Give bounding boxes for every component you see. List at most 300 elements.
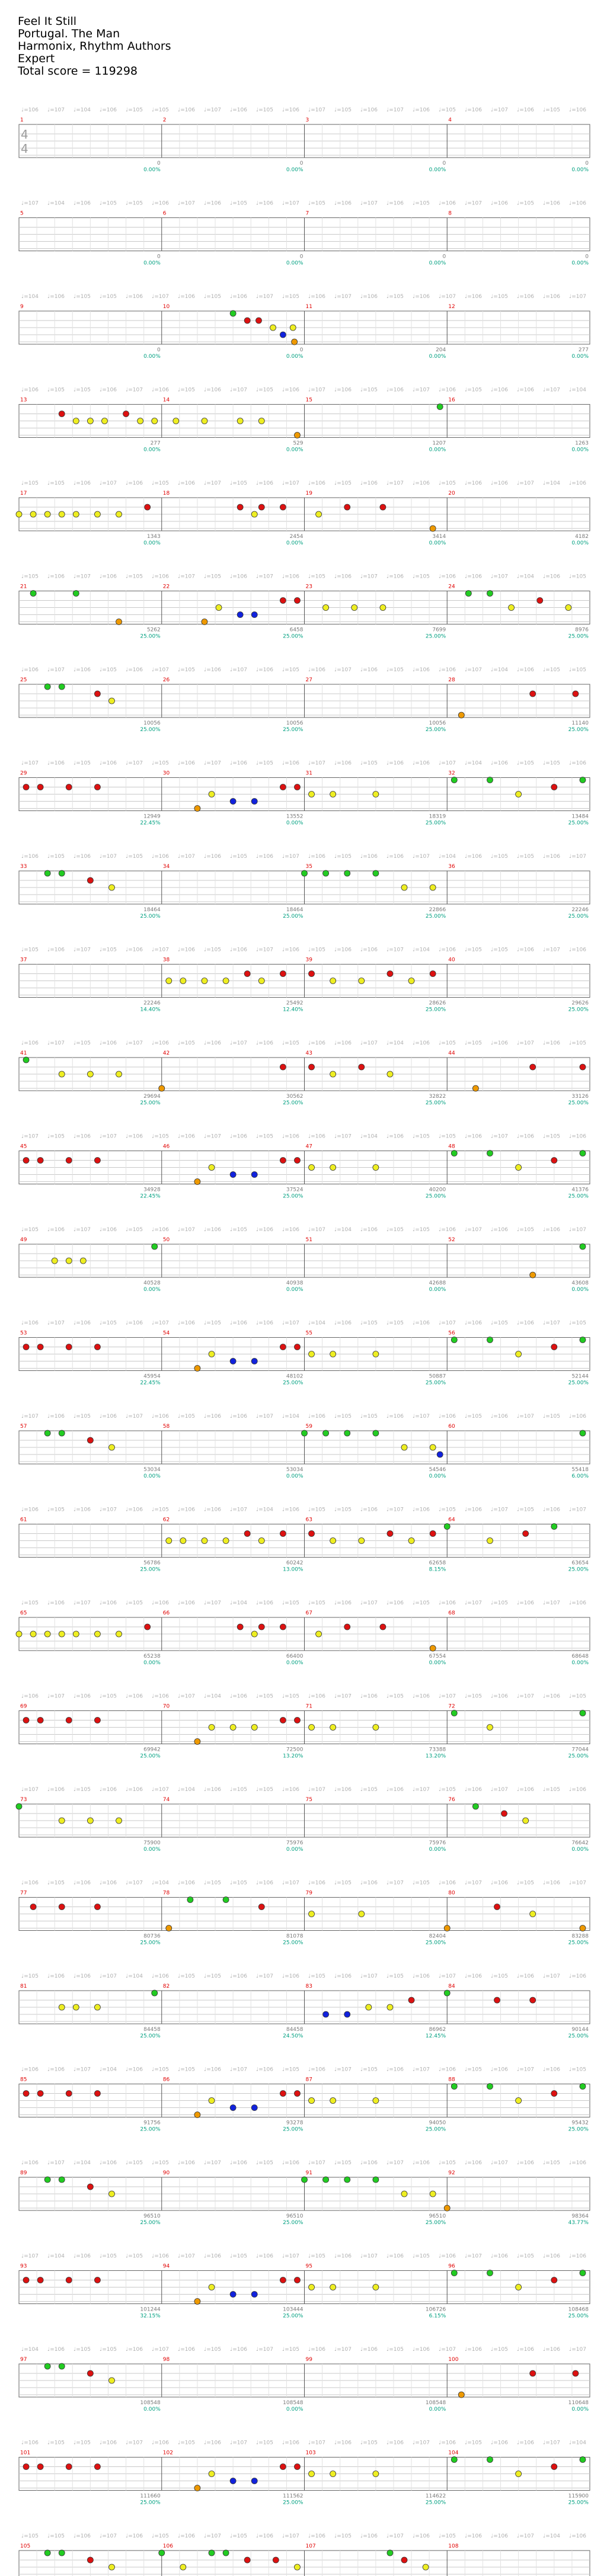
tempo-marker: ♩=104 (74, 107, 91, 113)
tempo-marker: ♩=106 (491, 2440, 508, 2446)
note-red (280, 971, 286, 977)
note-blue (237, 612, 243, 618)
tempo-marker: ♩=107 (256, 1414, 273, 1420)
tempo-marker: ♩=106 (47, 760, 65, 767)
note-yellow (430, 1444, 436, 1450)
tempo-marker: ♩=106 (256, 1040, 273, 1046)
note-blue (230, 2292, 236, 2298)
tempo-marker: ♩=106 (386, 2253, 404, 2260)
note-yellow (373, 1165, 379, 1171)
tempo-marker: ♩=105 (74, 1787, 91, 1793)
tempo-marker: ♩=106 (465, 1133, 482, 1140)
note-red (309, 971, 315, 977)
note-red (145, 1624, 151, 1630)
tempo-marker: ♩=106 (74, 1880, 91, 1886)
measure-number: 25 (20, 677, 27, 683)
tempo-marker: ♩=107 (204, 2160, 221, 2166)
measure-score: 75976 (286, 1840, 304, 1846)
tempo-marker: ♩=105 (386, 1227, 404, 1233)
note-red (94, 2464, 100, 2470)
tempo-marker: ♩=107 (543, 947, 560, 953)
tempo-marker: ♩=106 (21, 854, 39, 860)
measure-percent: 0.00% (286, 1473, 304, 1479)
measure-number: 6 (162, 210, 167, 217)
note-orange (166, 1925, 172, 1931)
note-yellow (59, 511, 65, 517)
measure-percent: 6.15% (429, 2313, 446, 2319)
note-red (294, 2464, 300, 2470)
tempo-marker: ♩=105 (47, 1133, 65, 1140)
measure-score: 55418 (571, 1467, 589, 1473)
measure-percent: 0.00% (143, 447, 161, 453)
note-blue (230, 799, 236, 805)
tempo-marker: ♩=106 (308, 1040, 325, 1046)
tempo-marker: ♩=104 (439, 854, 456, 860)
tempo-marker: ♩=105 (360, 760, 378, 767)
tempo-marker: ♩=106 (413, 1507, 430, 1513)
tempo-marker: ♩=106 (204, 1040, 221, 1046)
tempo-marker: ♩=106 (152, 1040, 169, 1046)
tempo-marker: ♩=106 (569, 200, 586, 207)
tempo-marker: ♩=106 (21, 1693, 39, 1700)
note-yellow (373, 1351, 379, 1357)
note-yellow (202, 978, 207, 984)
tempo-marker: ♩=105 (256, 107, 273, 113)
measure-score: 95432 (571, 2120, 589, 2126)
tempo-marker: ♩=106 (178, 1133, 195, 1140)
measure-number: 105 (20, 2543, 31, 2549)
measure-score: 50887 (429, 1373, 446, 1380)
measure-percent: 0.00% (286, 1287, 304, 1293)
tempo-marker: ♩=106 (334, 573, 352, 580)
tempo-marker: ♩=106 (256, 200, 273, 207)
tempo-marker: ♩=106 (21, 1320, 39, 1327)
tempo-marker: ♩=104 (21, 294, 39, 300)
tempo-marker: ♩=105 (517, 2253, 534, 2260)
measure-number: 19 (305, 491, 312, 496)
tempo-marker: ♩=106 (517, 2160, 534, 2166)
tempo-marker: ♩=106 (517, 2440, 534, 2446)
measure-number: 72 (448, 1703, 455, 1710)
measure-number: 87 (305, 2077, 312, 2083)
tempo-marker: ♩=107 (439, 1693, 456, 1700)
tempo-marker: ♩=106 (569, 1133, 586, 1140)
tempo-marker: ♩=105 (230, 1227, 247, 1233)
tempo-marker: ♩=105 (74, 1040, 91, 1046)
note-green (59, 870, 65, 876)
note-blue (280, 332, 286, 338)
note-red (244, 2557, 250, 2563)
measure-percent: 0.00% (286, 2407, 304, 2412)
note-red (551, 1344, 557, 1350)
measure-number: 89 (20, 2170, 27, 2176)
tempo-marker: ♩=105 (334, 1414, 352, 1420)
note-yellow (237, 418, 243, 424)
note-red (37, 1158, 43, 1164)
tempo-marker: ♩=105 (360, 2440, 378, 2446)
tempo-marker: ♩=107 (517, 1693, 534, 1700)
tempo-marker: ♩=105 (100, 200, 117, 207)
measure-percent: 0.00% (143, 540, 161, 546)
measure-score: 10056 (143, 720, 161, 726)
tempo-marker: ♩=105 (21, 573, 39, 580)
tempo-marker: ♩=106 (100, 1600, 117, 1606)
tempo-marker: ♩=106 (282, 1133, 299, 1140)
tempo-marker: ♩=105 (386, 667, 404, 673)
measure-score: 18319 (429, 813, 446, 820)
note-red (294, 598, 300, 604)
measure-percent: 25.00% (140, 1753, 161, 1760)
note-yellow (530, 1911, 536, 1917)
tempo-marker: ♩=106 (21, 387, 39, 393)
tempo-marker: ♩=107 (386, 480, 404, 486)
tempo-marker: ♩=105 (517, 200, 534, 207)
tempo-marker: ♩=105 (126, 573, 143, 580)
tempo-marker: ♩=105 (282, 1600, 299, 1606)
tempo-marker: ♩=104 (543, 2533, 560, 2539)
tempo-marker: ♩=105 (543, 1414, 560, 1420)
tempo-marker: ♩=106 (465, 1787, 482, 1793)
tempo-marker: ♩=106 (100, 107, 117, 113)
note-yellow (309, 1165, 315, 1171)
tempo-marker: ♩=105 (47, 2440, 65, 2446)
measure-percent: 6.00% (571, 1473, 589, 1479)
note-green (487, 1337, 493, 1343)
tempo-marker: ♩=105 (74, 1414, 91, 1420)
tempo-marker: ♩=105 (569, 1320, 586, 1327)
tempo-marker: ♩=107 (204, 2533, 221, 2539)
note-red (87, 877, 93, 883)
measure-number: 26 (162, 677, 170, 683)
tempo-marker: ♩=106 (256, 2066, 273, 2073)
measure-percent: 24.50% (283, 2033, 304, 2039)
tempo-marker: ♩=107 (543, 1320, 560, 1327)
measure-score: 37524 (286, 1187, 304, 1193)
tempo-marker: ♩=104 (21, 2347, 39, 2353)
note-yellow (294, 2564, 300, 2570)
tempo-marker: ♩=105 (334, 2160, 352, 2166)
tempo-marker: ♩=106 (360, 854, 378, 860)
measure-number: 74 (162, 1797, 170, 1803)
note-red (551, 784, 557, 790)
note-yellow (430, 885, 436, 890)
measure-score: 277 (150, 440, 161, 447)
note-red (294, 1718, 300, 1723)
note-blue (323, 2011, 329, 2017)
tempo-marker: ♩=105 (21, 1973, 39, 1979)
measure-score: 96510 (143, 2213, 161, 2219)
note-yellow (108, 885, 114, 890)
tempo-marker: ♩=106 (178, 760, 195, 767)
tempo-marker: ♩=105 (178, 667, 195, 673)
measure-percent: 13.20% (283, 1753, 304, 1760)
tempo-marker: ♩=106 (282, 760, 299, 767)
tempo-marker: ♩=105 (413, 1227, 430, 1233)
measure-score: 529 (293, 440, 304, 447)
note-yellow (359, 1911, 365, 1917)
tempo-marker: ♩=107 (256, 1973, 273, 1979)
measure-score: 84458 (286, 2027, 304, 2033)
tempo-marker: ♩=106 (74, 1320, 91, 1327)
measure-score: 53034 (286, 1467, 304, 1473)
note-blue (251, 2478, 257, 2484)
measure-score: 25492 (286, 1000, 304, 1007)
tempo-marker: ♩=106 (386, 573, 404, 580)
tempo-marker: ♩=106 (126, 294, 143, 300)
note-green (580, 2457, 586, 2463)
tempo-marker: ♩=106 (178, 1320, 195, 1327)
measure-score: 43608 (571, 1280, 589, 1286)
measure-score: 45954 (143, 1373, 161, 1380)
note-red (580, 1064, 586, 1070)
note-yellow (330, 2285, 336, 2290)
note-yellow (330, 978, 336, 984)
tempo-marker: ♩=105 (47, 2533, 65, 2539)
tempo-marker: ♩=106 (74, 1693, 91, 1700)
measure-score: 10056 (429, 720, 446, 726)
tempo-marker: ♩=107 (360, 573, 378, 580)
tempo-marker: ♩=106 (569, 2253, 586, 2260)
tempo-marker: ♩=105 (152, 2533, 169, 2539)
tempo-marker: ♩=106 (517, 387, 534, 393)
tempo-marker: ♩=106 (360, 1507, 378, 1513)
note-green (451, 2084, 457, 2090)
tempo-marker: ♩=105 (47, 1880, 65, 1886)
note-green (344, 2177, 350, 2183)
note-yellow (251, 1725, 257, 1731)
note-green (580, 2270, 586, 2276)
measure-number: 41 (20, 1050, 27, 1056)
measure-number: 100 (448, 2357, 459, 2363)
measure-score: 6458 (289, 627, 304, 633)
tempo-marker: ♩=106 (230, 2347, 247, 2353)
tempo-marker: ♩=106 (308, 2347, 325, 2353)
tempo-marker: ♩=104 (517, 573, 534, 580)
tempo-marker: ♩=107 (21, 1787, 39, 1793)
tempo-marker: ♩=107 (334, 2347, 352, 2353)
note-yellow (516, 2471, 522, 2477)
measure-number: 81 (20, 1984, 27, 1989)
note-yellow (330, 1538, 336, 1544)
note-blue (251, 2105, 257, 2111)
tempo-marker: ♩=106 (282, 1973, 299, 1979)
tempo-marker: ♩=104 (308, 1320, 325, 1327)
tempo-marker: ♩=106 (517, 1787, 534, 1793)
tempo-marker: ♩=105 (152, 107, 169, 113)
measure-percent: 0.00% (571, 1287, 589, 1293)
note-green (580, 1710, 586, 1716)
tempo-marker: ♩=106 (152, 1600, 169, 1606)
note-red (380, 504, 386, 510)
tempo-marker: ♩=106 (465, 854, 482, 860)
tempo-marker: ♩=107 (74, 2066, 91, 2073)
note-green (344, 870, 350, 876)
tempo-marker: ♩=105 (386, 2347, 404, 2353)
note-orange (294, 432, 300, 438)
measure-score: 40200 (429, 1187, 446, 1193)
tempo-marker: ♩=105 (47, 854, 65, 860)
tempo-marker: ♩=105 (100, 2253, 117, 2260)
tempo-marker: ♩=107 (491, 1787, 508, 1793)
tempo-marker: ♩=105 (21, 1227, 39, 1233)
measure-number: 61 (20, 1517, 27, 1523)
measure-score: 204 (436, 347, 446, 353)
tempo-marker: ♩=107 (413, 2440, 430, 2446)
measure-number: 107 (305, 2543, 316, 2549)
tempo-marker: ♩=107 (360, 1600, 378, 1606)
measure-score: 114622 (425, 2493, 446, 2500)
measure-number: 38 (162, 957, 170, 963)
measure-score: 111562 (283, 2493, 304, 2500)
measure-number: 70 (162, 1703, 170, 1710)
tempo-marker: ♩=104 (126, 1973, 143, 1979)
note-yellow (401, 2191, 407, 2197)
tempo-marker: ♩=107 (282, 480, 299, 486)
note-yellow (87, 1818, 93, 1824)
tempo-marker: ♩=106 (256, 854, 273, 860)
note-yellow (270, 325, 276, 331)
note-red (280, 598, 286, 604)
tempo-marker: ♩=105 (204, 294, 221, 300)
tempo-marker: ♩=105 (256, 1133, 273, 1140)
tempo-marker: ♩=107 (47, 2160, 65, 2166)
measure-number: 65 (20, 1610, 27, 1616)
note-yellow (73, 1631, 79, 1637)
note-yellow (73, 2004, 79, 2010)
measure-percent: 25.00% (568, 1193, 589, 1200)
tempo-marker: ♩=107 (413, 2066, 430, 2073)
note-blue (437, 1452, 443, 1457)
note-yellow (359, 1538, 365, 1544)
tempo-marker: ♩=105 (569, 1040, 586, 1046)
note-red (23, 2277, 29, 2283)
measure-number: 94 (162, 2263, 170, 2270)
tempo-marker: ♩=107 (100, 1507, 117, 1513)
measure-score: 0 (157, 254, 161, 260)
note-yellow (330, 1165, 336, 1171)
note-red (280, 1064, 286, 1070)
note-yellow (216, 605, 222, 611)
measure-score: 76642 (571, 1840, 589, 1846)
tempo-marker: ♩=105 (517, 854, 534, 860)
note-yellow (330, 1725, 336, 1731)
note-yellow (152, 418, 158, 424)
tempo-marker: ♩=107 (413, 1787, 430, 1793)
note-yellow (516, 1165, 522, 1171)
measure-percent: 12.45% (425, 2033, 446, 2039)
measure-score: 86962 (429, 2027, 446, 2033)
measure-percent: 0.00% (286, 260, 304, 267)
note-green (580, 777, 586, 783)
note-red (294, 1158, 300, 1164)
note-green (44, 870, 50, 876)
note-red (551, 2277, 557, 2283)
tempo-marker: ♩=106 (21, 2440, 39, 2446)
note-red (280, 2464, 286, 2470)
note-orange (444, 1925, 450, 1931)
tempo-marker: ♩=106 (230, 573, 247, 580)
note-yellow (30, 1631, 36, 1637)
measure-number: 29 (20, 770, 27, 777)
tempo-marker: ♩=106 (230, 1320, 247, 1327)
tempo-marker: ♩=107 (386, 1507, 404, 1513)
note-red (94, 1158, 100, 1164)
tempo-marker: ♩=105 (126, 854, 143, 860)
tempo-marker: ♩=105 (204, 947, 221, 953)
tempo-marker: ♩=107 (543, 2440, 560, 2446)
tempo-marker: ♩=106 (152, 1227, 169, 1233)
tempo-marker: ♩=105 (543, 2160, 560, 2166)
tempo-marker: ♩=104 (47, 2253, 65, 2260)
note-yellow (223, 1538, 229, 1544)
note-yellow (330, 2471, 336, 2477)
tempo-marker: ♩=106 (413, 1320, 430, 1327)
measure-number: 103 (305, 2450, 316, 2456)
note-green (302, 870, 308, 876)
tempo-marker: ♩=105 (517, 1227, 534, 1233)
tempo-marker: ♩=105 (256, 2440, 273, 2446)
note-orange (116, 619, 122, 625)
tempo-marker: ♩=105 (126, 2160, 143, 2166)
tempo-marker: ♩=105 (230, 1880, 247, 1886)
tempo-marker: ♩=106 (178, 107, 195, 113)
note-yellow (423, 2564, 429, 2570)
tempo-marker: ♩=106 (360, 480, 378, 486)
note-orange (194, 1179, 200, 1185)
tempo-marker: ♩=106 (569, 2533, 586, 2539)
total-score: Total score = 119298 (18, 65, 138, 78)
measure-percent: 25.00% (425, 727, 446, 733)
note-yellow (209, 2285, 215, 2290)
note-yellow (180, 2564, 186, 2570)
tempo-marker: ♩=107 (256, 573, 273, 580)
measure-percent: 25.00% (425, 1007, 446, 1013)
note-yellow (209, 1725, 215, 1731)
note-red (258, 1904, 264, 1910)
note-yellow (373, 792, 379, 797)
measure-number: 48 (448, 1143, 455, 1150)
tempo-marker: ♩=107 (178, 573, 195, 580)
tempo-marker: ♩=105 (308, 200, 325, 207)
tempo-marker: ♩=106 (439, 573, 456, 580)
measure-score: 42688 (429, 1280, 446, 1286)
tempo-marker: ♩=107 (491, 573, 508, 580)
note-yellow (52, 1258, 57, 1264)
measure-score: 96510 (429, 2213, 446, 2219)
measure-score: 110648 (568, 2400, 589, 2406)
measure-score: 32822 (429, 1094, 446, 1100)
note-red (244, 1531, 250, 1537)
tempo-marker: ♩=106 (491, 2066, 508, 2073)
measure-number: 91 (305, 2170, 312, 2176)
tempo-marker: ♩=106 (100, 1227, 117, 1233)
measure-number: 68 (448, 1610, 455, 1616)
note-yellow (87, 1071, 93, 1077)
tempo-marker: ♩=105 (491, 947, 508, 953)
tempo-marker: ♩=106 (178, 2160, 195, 2166)
tempo-marker: ♩=106 (204, 854, 221, 860)
tempo-marker: ♩=107 (47, 1040, 65, 1046)
tempo-marker: ♩=106 (74, 1507, 91, 1513)
tempo-marker: ♩=106 (204, 2253, 221, 2260)
note-yellow (44, 511, 50, 517)
tempo-marker: ♩=106 (386, 200, 404, 207)
note-green (580, 2084, 586, 2090)
note-red (551, 1158, 557, 1164)
note-red (537, 598, 543, 604)
tempo-marker: ♩=105 (21, 947, 39, 953)
tempo-marker: ♩=106 (491, 1880, 508, 1886)
